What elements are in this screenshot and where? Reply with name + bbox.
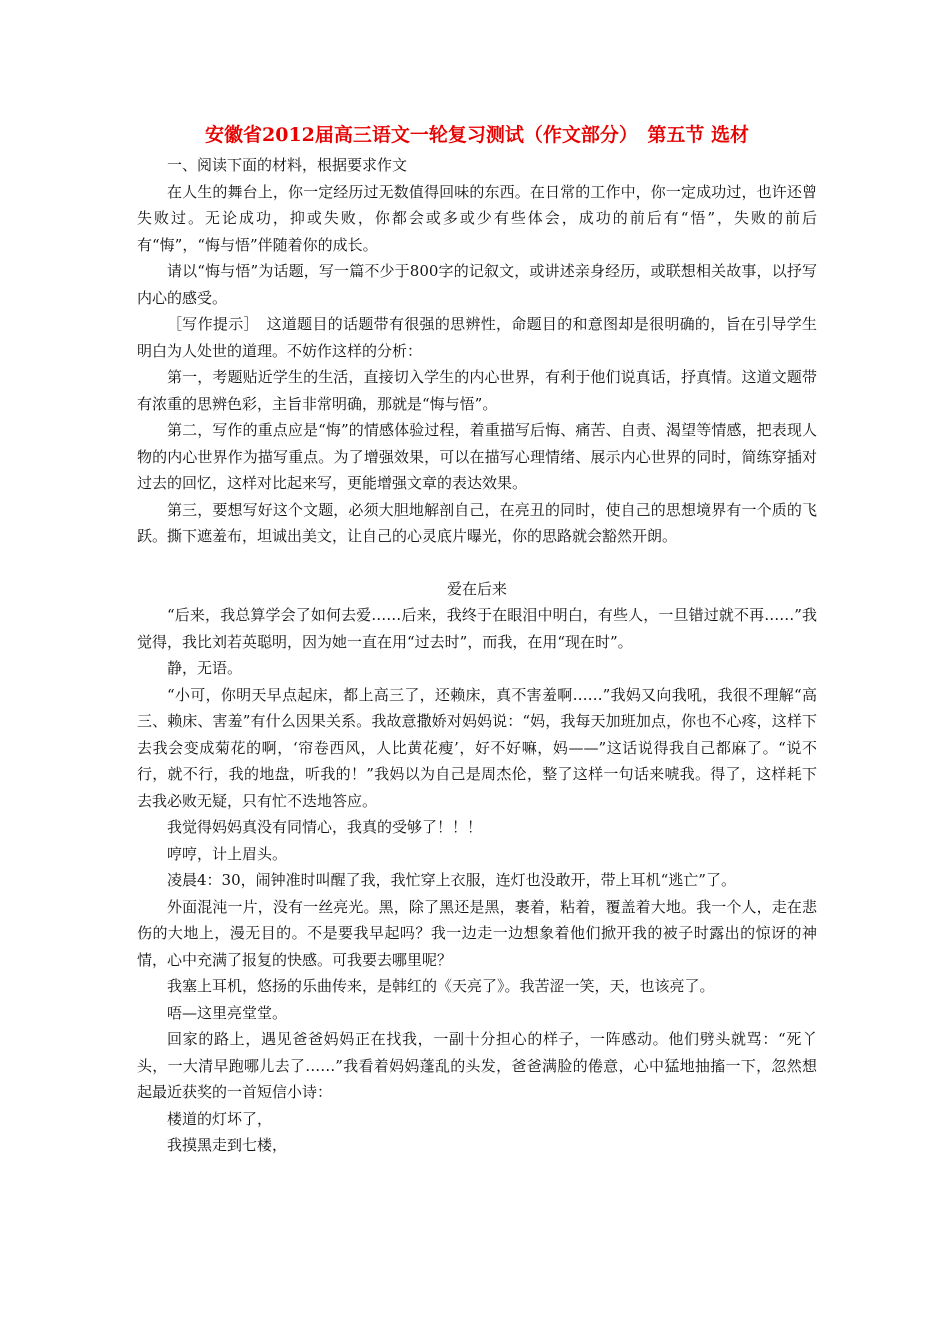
essay-paragraph: 我摸黑走到七楼， [167, 1136, 288, 1154]
essay-title: 爱在后来 [446, 579, 507, 598]
essay-paragraph: 哼哼，计上眉头。 [167, 844, 288, 863]
prompt-requirement: 请以“悔与悟”为话题，写一篇不少于800字的记叙文，或讲述亲身经历，或联想相关故事，以抒写内心的感受。 [137, 262, 817, 307]
document-page [137, 120, 817, 1159]
essay-paragraph: 回家的路上，遇见爸爸妈妈正在找我，一副十分担心的样子，一阵感动。他们劈头就骂：“死丫头，一大清早跑哪儿去了……”我看着妈妈蓬乱的头发，爸爸满脸的倦意，心中猛地抽搐一下，忽然想起最近获奖的一首短信小诗： [137, 1030, 817, 1101]
section-spacer [137, 550, 817, 576]
essay-paragraph: 外面混沌一片，没有一丝亮光。黑，除了黑还是黑，裹着，粘着，覆盖着大地。我一个人，走在悲伤的大地上，漫无目的。不是要我早起吗？我一边走一边想象着他们掀开我的被子时露出的惊讶的神情，心中充满了报复的快感。可我要去哪里呢？ [137, 897, 817, 969]
tips-first: 第一，考题贴近学生的生活，直接切入学生的内心世界，有利于他们说真话，抒真情。这道文题带有浓重的思辨色彩，主旨非常明确，那就是“悔与悟”。 [137, 368, 817, 413]
prompt-material: 在人生的舞台上，你一定经历过无数值得回味的东西。在日常的工作中，你一定成功过，也许还曾失败过。无论成功，抑或失败，你都会或多或少有些体会，成功的前后有“悟”，失败的前后有“悔”，“悔与悟”伴随着你的成长。 [137, 182, 817, 254]
essay-paragraph: “后来，我总算学会了如何去爱……后来，我终于在眼泪中明白，有些人，一旦错过就不再……”我觉得，我比刘若英聪明，因为她一直在用“过去时”，而我，在用“现在时”。 [137, 606, 817, 651]
tips-intro: ［写作提示］ 这道题目的话题带有很强的思辨性，命题目的和意图却是很明确的，旨在引导学生明白为人处世的道理。不妨作这样的分析： [137, 315, 817, 360]
prompt-heading: 一、阅读下面的材料，根据要求作文 [167, 156, 408, 174]
essay-paragraph: 静，无语。 [167, 659, 243, 677]
essay-paragraph: 我觉得妈妈真没有同情心，我真的受够了！！！ [167, 818, 483, 836]
essay-paragraph: 凌晨4：30，闹钟准时叫醒了我，我忙穿上衣服，连灯也没敢开，带上耳机“逃亡”了。 [167, 871, 736, 889]
essay-paragraph: “小可，你明天早点起床，都上高三了，还赖床，真不害羞啊……”我妈又向我吼，我很不理解“高三、赖床、害羞”有什么因果关系。我故意撒娇对妈妈说：“妈，我每天加班加点，你也不心疼，这样下去我会变成菊花的啊，‘帘卷西风，人比黄花瘦’，好不好嘛，妈——”这话说得我自己都麻了。“说不行，就不行，我的地盘，听我的！”我妈以为自己是周杰伦，整了这样一句话来唬我。得了，这样耗下去我必败无疑，只有忙不迭地答应。 [137, 685, 817, 810]
essay-paragraph: 唔—这里亮堂堂。 [167, 1003, 288, 1022]
tips-third: 第三，要想写好这个文题，必须大胆地解剖自己，在亮丑的同时，使自己的思想境界有一个质的飞跃。撕下遮羞布，坦诚出美文，让自己的心灵底片曝光，你的思路就会豁然开朗。 [137, 500, 817, 545]
essay-paragraph: 我塞上耳机，悠扬的乐曲传来，是韩红的《天亮了》。我苦涩一笑，天，也该亮了。 [167, 977, 715, 995]
document-title: 安徽省2012届高三语文一轮复习测试（作文部分） 第五节 选材 [205, 124, 749, 146]
tips-second: 第二，写作的重点应是“悔”的情感体验过程，着重描写后悔、痛苦、自责、渴望等情感，把表现人物的内心世界作为描写重点。为了增强效果，可以在描写心理情绪、展示内心世界的同时，简练穿插对过去的回忆，这样对比起来写，更能增强文章的表达效果。 [137, 421, 817, 492]
essay-paragraph: 楼道的灯坏了， [167, 1109, 273, 1128]
